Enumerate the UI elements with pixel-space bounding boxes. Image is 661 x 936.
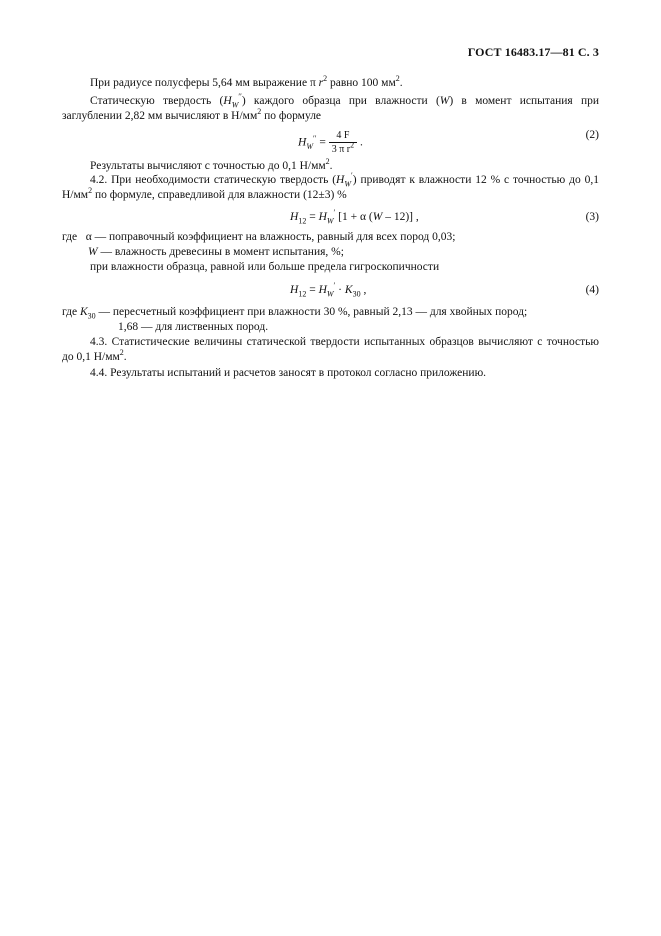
paragraph-radius: При радиусе полусферы 5,64 мм выражение π $r^2$ равно 100 $мм^2$. <box>90 74 403 89</box>
paragraph-static-hardness: Статическую твердость $(H_W'')$ каждого образца при влажности (W) в момент испытания при заглублении 2,82 мм вычисляют в $Н/мм^2$ по формуле <box>62 92 599 122</box>
formula-2-fraction: $\frac{4 F}{3 \pi r^2}$ <box>329 130 357 156</box>
definition-K30: где $K_{30}$ — пересчетный коэффициент при влажности 30 %, равный 2,13 — для хвойных пород; <box>62 306 528 321</box>
paragraph-4-2: 4.2. При необходимости статическую твердость $(H_W')$ приводят к влажности 12 % с точностью до 0,1 $Н/мм^2$ по формуле, справедливой для влажности (12±3) % <box>62 171 599 201</box>
definition-K30-deciduous: 1,68 — для лиственных пород. <box>118 321 269 333</box>
definition-W: W — влажность древесины в момент испытания, %; <box>88 246 344 258</box>
formula-2 <box>62 126 599 156</box>
paragraph-4-4: 4.4. Результаты испытаний и расчетов заносят в протокол согласно приложению. <box>90 367 487 379</box>
paragraph-4-3: 4.3. Статистические величины статической твердости испытанных образцов вычисляют с точностью до 0,1 $Н/мм^2$. <box>62 336 599 363</box>
formula-4 <box>62 281 599 299</box>
formula-2-expression: $H_W''$ = $\frac{4 F}{3 \pi r^2}$ . <box>298 130 363 155</box>
paragraph-hygroscopic: при влажности образца, равной или больше предела гигроскопичности <box>90 261 440 273</box>
formula-3-number: (3) <box>585 211 599 223</box>
formula-3 <box>62 208 599 226</box>
formula-4-expression: $H_{12} = H_W' \cdot K_{30}$ , <box>290 281 367 299</box>
formula-4-number: (4) <box>585 284 599 296</box>
definition-alpha: где α — поправочный коэффициент на влажность, равный для всех пород 0,03; <box>62 231 456 243</box>
formula-2-number: (2) <box>585 129 599 141</box>
formula-3-expression: $H_{12} = H_W'$ [1 + α (W – 12)] , <box>290 208 419 226</box>
paragraph-precision: Результаты вычисляют с точностью до 0,1 $Н/мм^2$. <box>90 157 333 172</box>
page-header: ГОСТ 16483.17—81 С. 3 <box>467 45 599 59</box>
